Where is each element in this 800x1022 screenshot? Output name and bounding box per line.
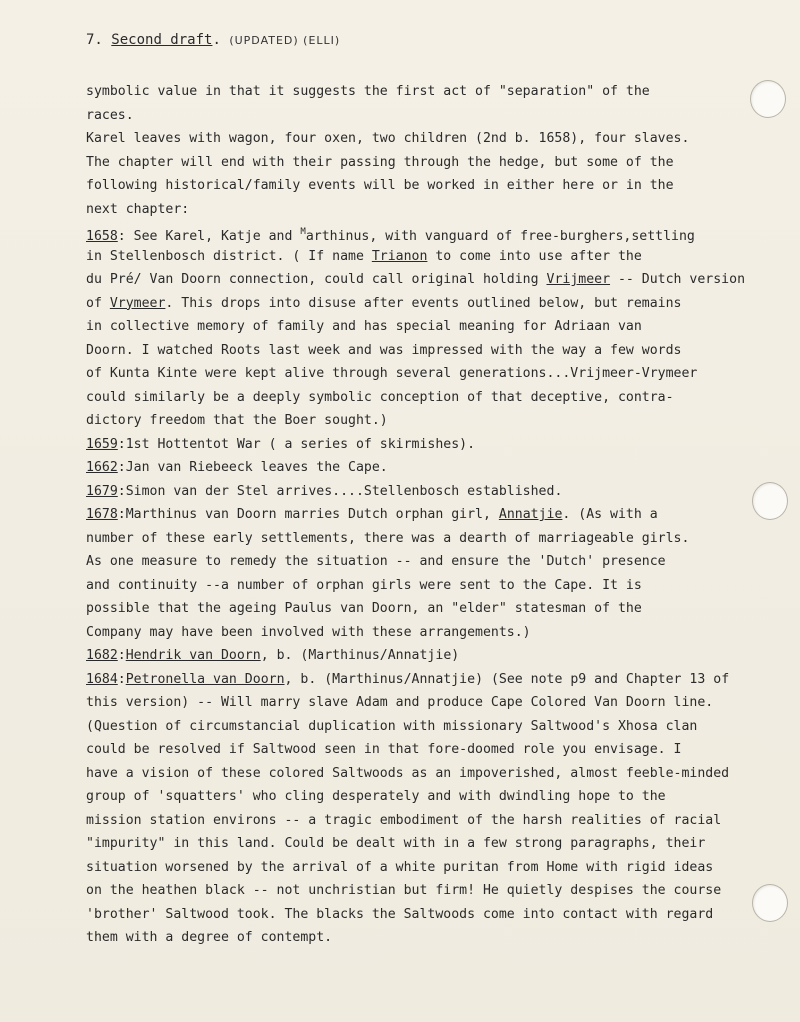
text-run: to come into use after the bbox=[427, 248, 642, 264]
draft-title-period: . bbox=[212, 32, 221, 48]
text-run: mission station environs -- a tragic embodiment of the harsh realities of racial bbox=[86, 812, 722, 828]
page-header bbox=[86, 32, 340, 48]
year-1679: 1679 bbox=[86, 483, 118, 499]
text-run: situation worsened by the arrival of a white puritan from Home with rigid ideas bbox=[86, 859, 714, 875]
text-run: and continuity --a number of orphan girls were sent to the Cape. It is bbox=[86, 577, 642, 593]
text-line bbox=[86, 292, 766, 316]
text-run: races. bbox=[86, 107, 134, 123]
text-run: Company may have been involved with these arrangements.) bbox=[86, 624, 531, 640]
text-line bbox=[86, 762, 766, 786]
text-line bbox=[86, 151, 766, 175]
text-run: following historical/family events will be worked in either here or in the bbox=[86, 178, 674, 193]
text-run: in Stellenbosch district. ( If name bbox=[86, 248, 372, 264]
text-run: "impurity" in this land. Could be dealt with in a few strong paragraphs, their bbox=[86, 836, 706, 851]
text-run: of Kunta Kinte were kept alive through several generations...Vrijmeer-Vrymeer bbox=[86, 366, 698, 381]
text-run: :Jan van Riebeeck leaves the Cape. bbox=[117, 460, 388, 475]
text-line bbox=[86, 104, 766, 128]
text-line bbox=[86, 386, 766, 410]
text-line bbox=[86, 198, 766, 222]
text-line bbox=[86, 832, 766, 856]
year-1682: 1682 bbox=[86, 648, 118, 663]
text-run: As one measure to remedy the situation -- and ensure the 'Dutch' presence bbox=[86, 554, 666, 569]
text-run: could similarly be a deeply symbolic conception of that deceptive, contra- bbox=[86, 389, 674, 405]
text-line bbox=[86, 644, 766, 668]
page-number: 7. bbox=[86, 32, 103, 48]
text-run: could be resolved if Saltwood seen in that fore-doomed role you envisage. I bbox=[86, 742, 682, 757]
text-run: (Question of circumstancial duplication with missionary Saltwood's Xhosa clan bbox=[86, 718, 698, 734]
text-line bbox=[86, 80, 766, 104]
text-run: : bbox=[117, 648, 126, 663]
text-line bbox=[86, 174, 766, 198]
year-1658: 1658 bbox=[86, 229, 118, 244]
underlined-petronella: Petronella van Doorn bbox=[125, 671, 285, 687]
text-run: . This drops into disuse after events outlined below, but remains bbox=[165, 295, 682, 311]
text-line bbox=[86, 456, 766, 480]
text-run: , b. (Marthinus/Annatjie) bbox=[260, 648, 460, 663]
text-run: . (As with a bbox=[562, 507, 658, 522]
text-run: dictory freedom that the Boer sought.) bbox=[86, 413, 388, 428]
text-run: , b. (Marthinus/Annatjie) (See note p9 and Chapter 13 of bbox=[284, 671, 730, 687]
text-line bbox=[86, 315, 766, 339]
text-line bbox=[86, 245, 766, 269]
text-run: next chapter: bbox=[86, 201, 190, 217]
text-run: on the heathen black -- not unchristian but firm! He quietly despises the course bbox=[86, 883, 722, 898]
underlined-vrijmeer: Vrijmeer bbox=[546, 272, 611, 287]
underlined-trianon: Trianon bbox=[371, 248, 428, 264]
text-line bbox=[86, 785, 766, 809]
draft-title: Second draft bbox=[111, 32, 213, 48]
text-run: -- Dutch version bbox=[610, 272, 746, 287]
text-run: Karel leaves with wagon, four oxen, two children (2nd b. 1658), four slaves. bbox=[86, 131, 690, 146]
underlined-hendrik: Hendrik van Doorn bbox=[125, 648, 261, 663]
text-line bbox=[86, 691, 766, 715]
text-run: in collective memory of family and has special meaning for Adriaan van bbox=[86, 319, 642, 334]
handwritten-note: (UPDATED) (ELLI) bbox=[229, 34, 341, 47]
text-run: du Pré/ Van Doorn connection, could call original holding bbox=[86, 272, 547, 287]
year-1662: 1662 bbox=[86, 460, 118, 475]
text-line bbox=[86, 221, 766, 245]
text-run: 'brother' Saltwood took. The blacks the Saltwoods come into contact with regard bbox=[86, 906, 714, 922]
text-run: :1st Hottentot War ( a series of skirmishes). bbox=[117, 436, 476, 452]
text-run: them with a degree of contempt. bbox=[86, 930, 333, 945]
text-line bbox=[86, 738, 766, 762]
text-line bbox=[86, 550, 766, 574]
text-run: of bbox=[86, 295, 110, 311]
text-line bbox=[86, 597, 766, 621]
text-line bbox=[86, 621, 766, 645]
text-run: The chapter will end with their passing through the hedge, but some of the bbox=[86, 154, 674, 170]
text-run: group of 'squatters' who cling desperately and with dwindling hope to the bbox=[86, 789, 666, 804]
text-line bbox=[86, 668, 766, 692]
text-line bbox=[86, 362, 766, 386]
text-run: arthinus, with vanguard of free-burghers,settling bbox=[305, 229, 695, 244]
text-run: this version) -- Will marry slave Adam and produce Cape Colored Van Doorn line. bbox=[86, 695, 714, 710]
text-line bbox=[86, 527, 766, 551]
text-run: :Marthinus van Doorn marries Dutch orphan girl, bbox=[117, 507, 499, 522]
text-run: symbolic value in that it suggests the first act of "separation" of the bbox=[86, 84, 650, 99]
text-run: have a vision of these colored Saltwoods as an impoverished, almost feeble-minded bbox=[86, 765, 730, 781]
text-line bbox=[86, 433, 766, 457]
text-line bbox=[86, 903, 766, 927]
text-run: possible that the ageing Paulus van Doorn, an "elder" statesman of the bbox=[86, 601, 642, 616]
text-run: : bbox=[117, 671, 126, 687]
text-line bbox=[86, 503, 766, 527]
text-run: Doorn. I watched Roots last week and was impressed with the way a few words bbox=[86, 342, 682, 358]
body-text bbox=[86, 80, 766, 950]
text-run: :Simon van der Stel arrives....Stellenbosch established. bbox=[117, 483, 563, 499]
underlined-vrymeer: Vrymeer bbox=[109, 295, 166, 311]
text-line bbox=[86, 268, 766, 292]
text-line bbox=[86, 715, 766, 739]
text-run: number of these early settlements, there was a dearth of marriageable girls. bbox=[86, 530, 690, 546]
underlined-annatjie: Annatjie bbox=[498, 507, 563, 522]
text-line bbox=[86, 409, 766, 433]
text-line bbox=[86, 926, 766, 950]
text-line bbox=[86, 339, 766, 363]
year-1659: 1659 bbox=[86, 436, 118, 452]
year-1684: 1684 bbox=[86, 671, 118, 687]
text-line bbox=[86, 879, 766, 903]
text-line bbox=[86, 480, 766, 504]
text-line bbox=[86, 856, 766, 880]
text-run: : See Karel, Katje and bbox=[117, 229, 301, 244]
text-line bbox=[86, 809, 766, 833]
year-1678: 1678 bbox=[86, 507, 118, 522]
text-line bbox=[86, 127, 766, 151]
superscript-letter: M bbox=[300, 227, 306, 237]
text-line bbox=[86, 574, 766, 598]
